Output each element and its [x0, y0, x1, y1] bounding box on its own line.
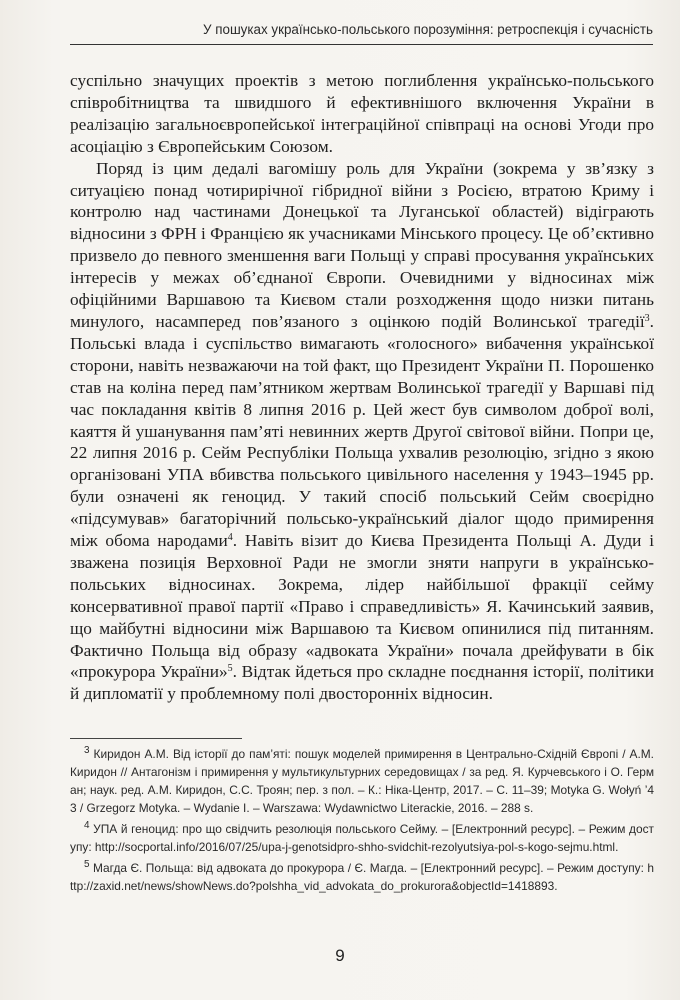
footnote-number: 3	[84, 745, 90, 756]
running-head: У пошуках українсько-польського порозуміння: ретроспекція і сучасність	[203, 22, 653, 37]
paragraph-main	[70, 158, 654, 706]
footnote-ref-3: 3	[644, 312, 650, 324]
header-rule	[70, 44, 653, 45]
footnote-number: 5	[84, 858, 90, 870]
footnote-text: УПА й геноцид: про що свідчить резолюція польського Сейму. – [Електронний ресурс]. – Режим доступу: http://socportal.info/2016/07/25/upa-j-genotsidpro-shho-svidchit-rezolyutsiya-pol-s-kogo-sejmu.html.	[70, 821, 654, 854]
footnotes	[70, 742, 654, 895]
footnote-3	[70, 742, 654, 817]
footnote-text: Киридон А.М. Від історії до пам’яті: пошук моделей примирення в Центрально-Східній Європі / А.М. Киридон // Антагонізм і примирення у мультикультурних середовищах / за ред. Я. Курчевського і О. Герман; наук. ред. А.М. Киридон, С.С. Троян; пер. з пол. – К.: Ніка-Центр, 2017. – С. 11–39; Motyka G. Wołyń ’43 / Grzegorz Motyka. – Wydanie I. – Warszawa: Wydawnictwo Literackie, 2016. – 288 s.	[70, 746, 654, 815]
footnote-text: Магда Є. Польща: від адвоката до прокурора / Є. Магда. – [Електронний ресурс]. – Режим доступу: http://zaxid.net/news/showNews.do?polshha_vid_advokata_do_prokurora&objectId=1418893.	[70, 860, 654, 893]
footnote-4	[70, 817, 654, 856]
paragraph-main-part1: Поряд із цим дедалі вагомішу роль для України (зокрема у зв’язку з ситуацією понад чотирирічної гібридної війни з Росією, втратою Криму і контролю над частинами Донецької та Луганської областей) відіграють відносини з ФРН і Францією як учасниками Мінського процесу. Це об’єктивно призвело до певного зменшення ваги Польщі у справі просування українських інтересів у межах об’єднаної Європи. Очевидними у відносинах між офіційними Варшавою та Києвом стали розходження щодо низки питань минулого, насамперед пов’язаного з оцінкою подій Волинської трагедії	[70, 158, 654, 331]
main-text	[70, 70, 654, 705]
footnote-separator	[70, 738, 242, 739]
footnote-ref-4: 4	[227, 532, 233, 544]
paragraph-main-part4: . Відтак йдеться про складне поєднання історії, політики й дипломатії у проблемному полі двосторонніх відносин.	[70, 662, 654, 704]
footnote-ref-5: 5	[227, 663, 233, 675]
footnote-5	[70, 856, 654, 895]
paragraph-main-part2: . Польські влада і суспільство вимагають «голосного» вибачення української сторони, навіть незважаючи на той факт, що Президент України П. Порошенко став на коліна перед пам’ятником жертвам Волинської трагедії у Варшаві під час покладання квітів 8 липня 2016 р. Цей жест був символом доброї волі, каяття й ушанування пам’яті невинних жертв Другої світової війни. Попри це, 22 липня 2016 р. Сейм Республіки Польща ухвалив резолюцію, згідно з якою організовані УПА вбивства польського цивільного населення у 1943–1945 рр. були означені як геноцид. У такий спосіб польський Сейм своєрідно «підсумував» багаторічний польсько-український діалог щодо примирення між обома народами	[70, 311, 654, 551]
paragraph-continuation: суспільно значущих проектів з метою поглиблення українсько-польського співробітництва та швидшого й ефективнішого включення України в реалізацію загальноєвропейської інтеграційної співпраці на основі Угоди про асоціацію з Європейським Союзом.	[70, 71, 654, 156]
paragraph-main-part3: . Навіть візит до Києва Президента Польщі А. Дуди і зважена позиція Верховної Ради не змогли зняти напруги в українсько-польських відносинах. Зокрема, лідер найбільшої фракції сейму консервативної правої партії «Право і справедливість» Я. Качинський заявив, що майбутні відносини між Варшавою та Києвом опинилися під питанням. Фактично Польща від образу «адвоката України» почала дрейфувати в бік «прокурора України»	[70, 531, 654, 682]
footnote-number: 4	[84, 819, 90, 831]
page-number: 9	[335, 946, 345, 965]
